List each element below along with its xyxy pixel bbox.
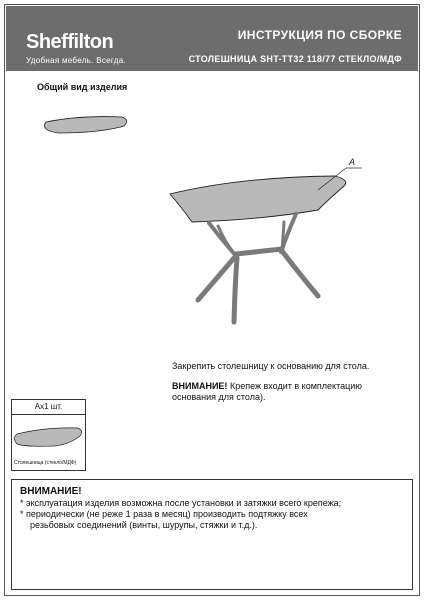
part-quantity: Ax1 шт. [12,400,85,415]
fastener-warning-text: Крепеж входит в комплектацию основания для стола). [172,381,363,402]
assembly-instruction: Закрепить столешницу к основанию для стола. [172,361,370,371]
main-tabletop [170,176,346,222]
overview-tabletop [45,117,127,133]
fastener-warning-title: ВНИМАНИЕ! [172,381,228,391]
part-caption: Столешница (стекло/МДФ) [14,460,77,466]
notes-box [11,479,413,590]
brand-slogan: Удобная мебель. Всегда. [26,56,126,65]
document-title: ИНСТРУКЦИЯ ПО СБОРКЕ [237,28,402,42]
callout-label: A [349,157,356,167]
table-base [198,214,318,322]
note-item-2: * периодически (не реже 1 раза в месяц) производить подтяжку всех [20,509,308,519]
notes-title: ВНИМАНИЕ! [20,486,82,497]
parts-list-box [11,399,86,471]
overview-label: Общий вид изделия [37,82,128,92]
product-subtitle: СТОЛЕШНИЦА SHT-TT32 118/77 СТЕКЛО/МДФ [188,54,402,64]
note-item-2-cont: резьбовых соединений (винты, шурупы, стяжки и т.д.). [30,520,258,530]
fastener-warning [172,381,392,403]
note-item-1: * эксплуатация изделия возможна после установки и затяжки всего крепежа; [20,498,342,508]
brand-logo: Sheffilton [26,31,114,53]
